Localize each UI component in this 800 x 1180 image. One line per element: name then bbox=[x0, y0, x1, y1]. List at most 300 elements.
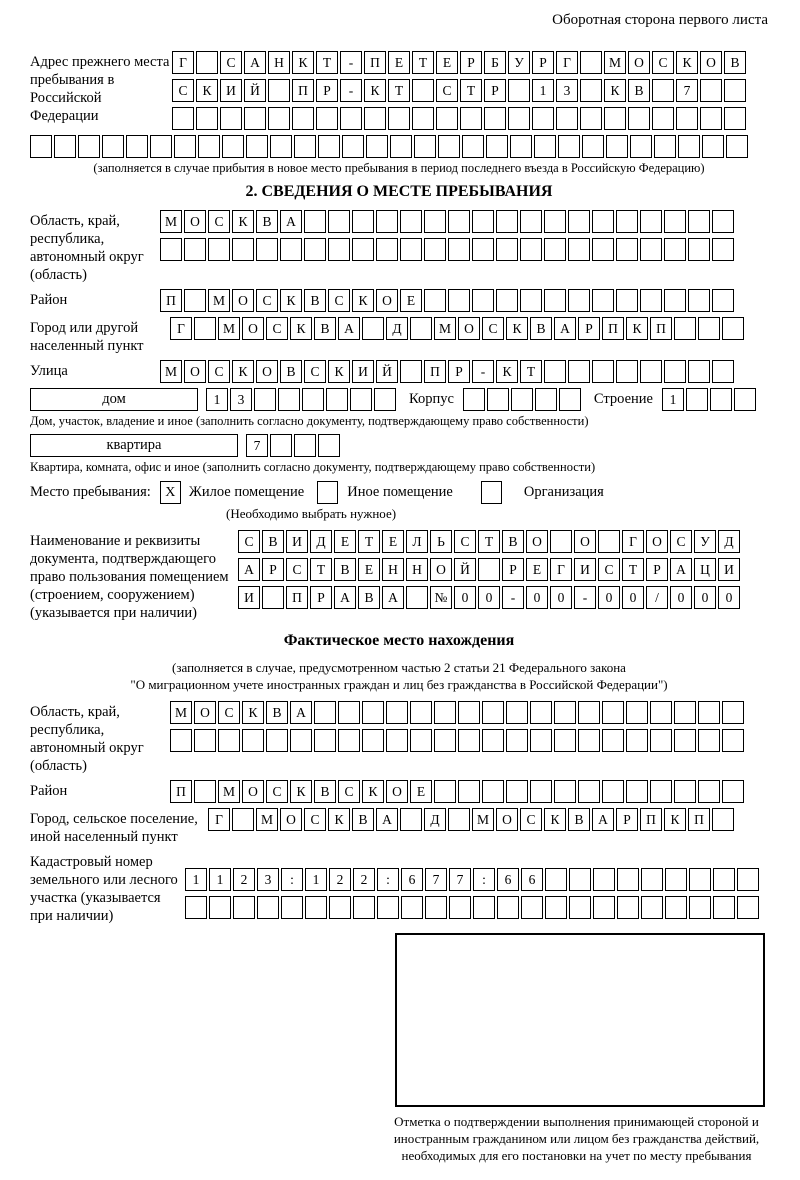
char-cell bbox=[305, 896, 327, 919]
char-cell bbox=[400, 360, 422, 383]
actual-region-rows bbox=[170, 701, 744, 775]
char-cell bbox=[535, 388, 557, 411]
char-cell bbox=[462, 135, 484, 158]
char-cell: С bbox=[520, 808, 542, 831]
char-cell bbox=[664, 238, 686, 261]
char-cell bbox=[534, 135, 556, 158]
char-cell bbox=[665, 896, 687, 919]
char-cell: 6 bbox=[521, 868, 543, 891]
char-cell bbox=[688, 360, 710, 383]
char-cell: В bbox=[280, 360, 302, 383]
char-cell: С bbox=[436, 79, 458, 102]
char-cell: Г bbox=[208, 808, 230, 831]
char-cell bbox=[506, 701, 528, 724]
char-cell bbox=[458, 780, 480, 803]
house-type-box: дом bbox=[30, 388, 198, 411]
char-cell: Т bbox=[460, 79, 482, 102]
char-cell: Д bbox=[310, 530, 332, 553]
char-cell bbox=[278, 388, 300, 411]
char-cell: Т bbox=[478, 530, 500, 553]
char-cell bbox=[617, 896, 639, 919]
cadastral-row-2 bbox=[185, 896, 759, 919]
char-cell bbox=[674, 780, 696, 803]
document-row-1 bbox=[238, 530, 740, 553]
char-cell bbox=[209, 896, 231, 919]
char-cell bbox=[364, 107, 386, 130]
char-cell: Г bbox=[556, 51, 578, 74]
prev-address-overflow-row bbox=[30, 135, 768, 158]
char-cell bbox=[268, 107, 290, 130]
char-cell: 1 bbox=[185, 868, 207, 891]
char-cell: К bbox=[242, 701, 264, 724]
char-cell bbox=[606, 135, 628, 158]
char-cell: И bbox=[574, 558, 596, 581]
char-cell bbox=[160, 238, 182, 261]
char-cell bbox=[544, 210, 566, 233]
char-cell: Б bbox=[484, 51, 506, 74]
char-cell bbox=[580, 51, 602, 74]
char-cell: С bbox=[172, 79, 194, 102]
char-cell: К bbox=[506, 317, 528, 340]
char-cell bbox=[482, 780, 504, 803]
char-cell bbox=[722, 701, 744, 724]
char-cell bbox=[710, 388, 732, 411]
char-cell bbox=[126, 135, 148, 158]
char-cell: О bbox=[386, 780, 408, 803]
char-cell: М bbox=[160, 210, 182, 233]
char-cell bbox=[688, 210, 710, 233]
char-cell: Р bbox=[646, 558, 668, 581]
char-cell bbox=[734, 388, 756, 411]
char-cell bbox=[578, 729, 600, 752]
char-cell: 7 bbox=[449, 868, 471, 891]
char-cell bbox=[254, 388, 276, 411]
region-row-1 bbox=[160, 210, 734, 233]
char-cell bbox=[510, 135, 532, 158]
char-cell bbox=[233, 896, 255, 919]
char-cell: С bbox=[208, 210, 230, 233]
char-cell: Е bbox=[334, 530, 356, 553]
char-cell bbox=[674, 317, 696, 340]
char-cell bbox=[266, 729, 288, 752]
document-label: Наименование и реквизиты документа, подтверждающего право пользования помещением (строением, сооружением) (указывается при наличии) bbox=[30, 533, 229, 621]
char-cell bbox=[438, 135, 460, 158]
char-cell: М bbox=[218, 317, 240, 340]
char-cell bbox=[292, 107, 314, 130]
char-cell: К bbox=[328, 808, 350, 831]
char-cell bbox=[484, 107, 506, 130]
char-cell bbox=[281, 896, 303, 919]
char-cell: Д bbox=[386, 317, 408, 340]
char-cell bbox=[650, 780, 672, 803]
char-cell bbox=[262, 586, 284, 609]
confirmation-stamp-note: Отметка о подтверждении выполнения принимающей стороной и иностранным гражданином или лицом без гражданства действий, необходимых для его постановки на учет по месту пребывания bbox=[393, 1114, 760, 1163]
char-cell: С bbox=[482, 317, 504, 340]
char-cell bbox=[30, 135, 52, 158]
char-cell bbox=[196, 107, 218, 130]
char-cell bbox=[640, 289, 662, 312]
char-cell: Й bbox=[454, 558, 476, 581]
document-rows bbox=[238, 530, 740, 622]
char-cell bbox=[340, 107, 362, 130]
district-row bbox=[160, 289, 734, 312]
char-cell bbox=[401, 896, 423, 919]
char-cell: О bbox=[430, 558, 452, 581]
char-cell: К bbox=[362, 780, 384, 803]
char-cell bbox=[698, 317, 720, 340]
prev-address-row-2 bbox=[172, 79, 746, 102]
char-cell: М bbox=[434, 317, 456, 340]
stay-checkbox-residential[interactable]: X bbox=[160, 481, 181, 504]
char-cell bbox=[592, 360, 614, 383]
char-cell bbox=[448, 808, 470, 831]
char-cell bbox=[626, 729, 648, 752]
char-cell: Н bbox=[382, 558, 404, 581]
char-cell: А bbox=[334, 586, 356, 609]
char-cell: У bbox=[508, 51, 530, 74]
char-cell: А bbox=[554, 317, 576, 340]
char-cell bbox=[362, 729, 384, 752]
char-cell: В bbox=[358, 586, 380, 609]
char-cell bbox=[482, 701, 504, 724]
char-cell: Ц bbox=[694, 558, 716, 581]
char-cell: Г bbox=[622, 530, 644, 553]
char-cell bbox=[406, 586, 428, 609]
char-cell bbox=[472, 289, 494, 312]
char-cell bbox=[713, 896, 735, 919]
cadastral-rows bbox=[185, 868, 759, 925]
street-field bbox=[30, 360, 768, 383]
char-cell bbox=[616, 289, 638, 312]
house-note: Дом, участок, владение и иное (заполнить согласно документу, подтверждающему право собственности) bbox=[30, 414, 589, 428]
char-cell bbox=[486, 135, 508, 158]
char-cell bbox=[616, 210, 638, 233]
char-cell bbox=[626, 780, 648, 803]
char-cell bbox=[246, 135, 268, 158]
char-cell: 6 bbox=[401, 868, 423, 891]
district-label: Район bbox=[30, 292, 68, 308]
actual-region-field bbox=[30, 701, 768, 775]
char-cell: П bbox=[170, 780, 192, 803]
char-cell: - bbox=[574, 586, 596, 609]
char-cell bbox=[496, 289, 518, 312]
char-cell: О bbox=[646, 530, 668, 553]
char-cell bbox=[328, 238, 350, 261]
char-cell bbox=[665, 868, 687, 891]
char-cell bbox=[640, 360, 662, 383]
char-cell: О bbox=[184, 210, 206, 233]
char-cell bbox=[242, 729, 264, 752]
char-cell bbox=[737, 896, 759, 919]
char-cell bbox=[316, 107, 338, 130]
char-cell: - bbox=[340, 51, 362, 74]
section2-title: 2. СВЕДЕНИЯ О МЕСТЕ ПРЕБЫВАНИЯ bbox=[245, 183, 553, 200]
char-cell: С bbox=[670, 530, 692, 553]
char-cell bbox=[496, 210, 518, 233]
char-cell: Й bbox=[244, 79, 266, 102]
char-cell: И bbox=[718, 558, 740, 581]
char-cell bbox=[218, 729, 240, 752]
char-cell: Т bbox=[388, 79, 410, 102]
char-cell: Г bbox=[550, 558, 572, 581]
char-cell bbox=[688, 238, 710, 261]
char-cell: И bbox=[220, 79, 242, 102]
char-cell bbox=[530, 729, 552, 752]
char-cell bbox=[698, 780, 720, 803]
char-cell: 0 bbox=[526, 586, 548, 609]
char-cell bbox=[506, 729, 528, 752]
char-cell bbox=[569, 896, 591, 919]
char-cell: А bbox=[280, 210, 302, 233]
char-cell bbox=[626, 701, 648, 724]
char-cell: В bbox=[724, 51, 746, 74]
actual-location-note-2: "О миграционном учете иностранных граждан и лиц без гражданства в Российской Федерации") bbox=[130, 677, 668, 692]
district-field bbox=[30, 289, 768, 312]
char-cell bbox=[400, 808, 422, 831]
char-cell: В bbox=[256, 210, 278, 233]
char-cell: 0 bbox=[718, 586, 740, 609]
char-cell: 0 bbox=[670, 586, 692, 609]
char-cell bbox=[448, 238, 470, 261]
char-cell: К bbox=[676, 51, 698, 74]
char-cell bbox=[530, 701, 552, 724]
korpus-cells bbox=[463, 388, 581, 411]
char-cell bbox=[556, 107, 578, 130]
house-number-cells bbox=[206, 388, 396, 411]
char-cell bbox=[460, 107, 482, 130]
char-cell: Е bbox=[410, 780, 432, 803]
char-cell: П bbox=[688, 808, 710, 831]
char-cell bbox=[170, 729, 192, 752]
char-cell bbox=[640, 210, 662, 233]
char-cell bbox=[602, 780, 624, 803]
char-cell bbox=[652, 79, 674, 102]
char-cell bbox=[712, 360, 734, 383]
char-cell: К bbox=[664, 808, 686, 831]
char-cell: 7 bbox=[246, 434, 268, 457]
char-cell: Г bbox=[172, 51, 194, 74]
char-cell: Р bbox=[502, 558, 524, 581]
city-label: Город или другой населенный пункт bbox=[30, 320, 144, 354]
char-cell: С bbox=[218, 701, 240, 724]
stay-option-residential: Жилое помещение bbox=[188, 484, 305, 500]
char-cell bbox=[712, 808, 734, 831]
char-cell bbox=[318, 434, 340, 457]
char-cell: С bbox=[256, 289, 278, 312]
char-cell: М bbox=[170, 701, 192, 724]
char-cell: : bbox=[377, 868, 399, 891]
char-cell: П bbox=[640, 808, 662, 831]
char-cell: Р bbox=[484, 79, 506, 102]
char-cell: Т bbox=[310, 558, 332, 581]
actual-region-row-2 bbox=[170, 729, 744, 752]
char-cell: А bbox=[338, 317, 360, 340]
korpus-label: Корпус bbox=[409, 391, 454, 407]
char-cell bbox=[641, 868, 663, 891]
char-cell bbox=[521, 896, 543, 919]
char-cell bbox=[568, 360, 590, 383]
char-cell: 1 bbox=[662, 388, 684, 411]
document-row-2 bbox=[238, 558, 740, 581]
char-cell bbox=[592, 210, 614, 233]
char-cell: У bbox=[694, 530, 716, 553]
stroenie-label: Строение bbox=[593, 391, 653, 407]
char-cell bbox=[184, 289, 206, 312]
stay-type-row bbox=[30, 481, 768, 504]
char-cell bbox=[702, 135, 724, 158]
char-cell: 1 bbox=[532, 79, 554, 102]
char-cell bbox=[578, 780, 600, 803]
prev-address-note: (заполняется в случае прибытия в новое место пребывания в период последнего въезда в Российскую Федерацию) bbox=[93, 161, 705, 175]
apartment-note: Квартира, комната, офис и иное (заполнить согласно документу, подтверждающему право собственности) bbox=[30, 460, 596, 474]
char-cell bbox=[256, 238, 278, 261]
char-cell: 2 bbox=[353, 868, 375, 891]
char-cell: Е bbox=[436, 51, 458, 74]
char-cell bbox=[184, 238, 206, 261]
char-cell bbox=[650, 729, 672, 752]
char-cell bbox=[674, 729, 696, 752]
prev-address-rows bbox=[172, 51, 746, 130]
char-cell bbox=[304, 238, 326, 261]
char-cell: Ь bbox=[430, 530, 452, 553]
house-row bbox=[30, 388, 768, 411]
char-cell: И bbox=[238, 586, 260, 609]
char-cell: Е bbox=[382, 530, 404, 553]
char-cell: К bbox=[496, 360, 518, 383]
char-cell bbox=[377, 896, 399, 919]
char-cell bbox=[686, 388, 708, 411]
city-field bbox=[30, 317, 768, 355]
char-cell: О bbox=[526, 530, 548, 553]
char-cell bbox=[352, 238, 374, 261]
apartment-number-cells bbox=[246, 434, 340, 457]
char-cell bbox=[558, 135, 580, 158]
char-cell bbox=[530, 780, 552, 803]
region-row-2 bbox=[160, 238, 734, 261]
char-cell: Н bbox=[406, 558, 428, 581]
char-cell bbox=[602, 701, 624, 724]
stay-checkbox-other[interactable] bbox=[317, 481, 338, 504]
char-cell: С bbox=[338, 780, 360, 803]
prev-address-row-1 bbox=[172, 51, 746, 74]
char-cell: О bbox=[458, 317, 480, 340]
char-cell: Р bbox=[578, 317, 600, 340]
char-cell: В bbox=[266, 701, 288, 724]
char-cell bbox=[353, 896, 375, 919]
char-cell: 6 bbox=[497, 868, 519, 891]
char-cell bbox=[400, 238, 422, 261]
char-cell bbox=[689, 896, 711, 919]
char-cell bbox=[628, 107, 650, 130]
char-cell: П bbox=[292, 79, 314, 102]
char-cell: В bbox=[352, 808, 374, 831]
char-cell: С bbox=[304, 808, 326, 831]
char-cell bbox=[520, 210, 542, 233]
stay-checkbox-organization[interactable] bbox=[481, 481, 502, 504]
char-cell bbox=[593, 896, 615, 919]
char-cell bbox=[328, 210, 350, 233]
char-cell: М bbox=[472, 808, 494, 831]
char-cell: С bbox=[266, 780, 288, 803]
char-cell: А bbox=[592, 808, 614, 831]
char-cell bbox=[194, 780, 216, 803]
prev-address-label: Адрес прежнего места пребывания в Российской Федерации bbox=[30, 54, 170, 124]
char-cell: П bbox=[286, 586, 308, 609]
char-cell: 1 bbox=[209, 868, 231, 891]
char-cell bbox=[678, 135, 700, 158]
char-cell bbox=[434, 780, 456, 803]
char-cell bbox=[568, 238, 590, 261]
char-cell: Р bbox=[316, 79, 338, 102]
char-cell: Р bbox=[616, 808, 638, 831]
actual-region-label: Область, край, республика, автономный округ (область) bbox=[30, 704, 144, 774]
char-cell: М bbox=[160, 360, 182, 383]
char-cell: Р bbox=[310, 586, 332, 609]
char-cell bbox=[232, 238, 254, 261]
char-cell bbox=[294, 135, 316, 158]
char-cell: Т bbox=[316, 51, 338, 74]
char-cell bbox=[700, 79, 722, 102]
char-cell: С bbox=[598, 558, 620, 581]
char-cell bbox=[290, 729, 312, 752]
stroenie-cells bbox=[662, 388, 756, 411]
char-cell bbox=[520, 238, 542, 261]
char-cell bbox=[280, 238, 302, 261]
char-cell bbox=[508, 79, 530, 102]
char-cell bbox=[338, 701, 360, 724]
char-cell bbox=[554, 780, 576, 803]
char-cell bbox=[425, 896, 447, 919]
char-cell bbox=[374, 388, 396, 411]
char-cell: В bbox=[334, 558, 356, 581]
char-cell bbox=[304, 210, 326, 233]
actual-district-field bbox=[30, 780, 768, 803]
char-cell: Л bbox=[406, 530, 428, 553]
char-cell: В bbox=[304, 289, 326, 312]
char-cell: К bbox=[290, 780, 312, 803]
char-cell: Р bbox=[460, 51, 482, 74]
char-cell bbox=[654, 135, 676, 158]
apartment-row bbox=[30, 434, 768, 457]
char-cell: К bbox=[280, 289, 302, 312]
prev-address-row-3 bbox=[172, 107, 746, 130]
char-cell bbox=[390, 135, 412, 158]
char-cell: С bbox=[208, 360, 230, 383]
char-cell: В bbox=[314, 780, 336, 803]
char-cell bbox=[414, 135, 436, 158]
actual-region-row-1 bbox=[170, 701, 744, 724]
char-cell: Е bbox=[526, 558, 548, 581]
char-cell bbox=[578, 701, 600, 724]
stay-type-note: (Необходимо выбрать нужное) bbox=[226, 506, 397, 521]
char-cell bbox=[412, 107, 434, 130]
char-cell bbox=[511, 388, 533, 411]
char-cell: В bbox=[628, 79, 650, 102]
char-cell: К bbox=[364, 79, 386, 102]
char-cell bbox=[592, 289, 614, 312]
actual-city-row bbox=[208, 808, 734, 846]
char-cell: К bbox=[604, 79, 626, 102]
char-cell bbox=[342, 135, 364, 158]
char-cell bbox=[506, 780, 528, 803]
char-cell: О bbox=[700, 51, 722, 74]
char-cell bbox=[196, 51, 218, 74]
char-cell bbox=[698, 729, 720, 752]
char-cell bbox=[410, 701, 432, 724]
char-cell: О bbox=[242, 780, 264, 803]
document-row-3 bbox=[238, 586, 740, 609]
char-cell bbox=[386, 729, 408, 752]
